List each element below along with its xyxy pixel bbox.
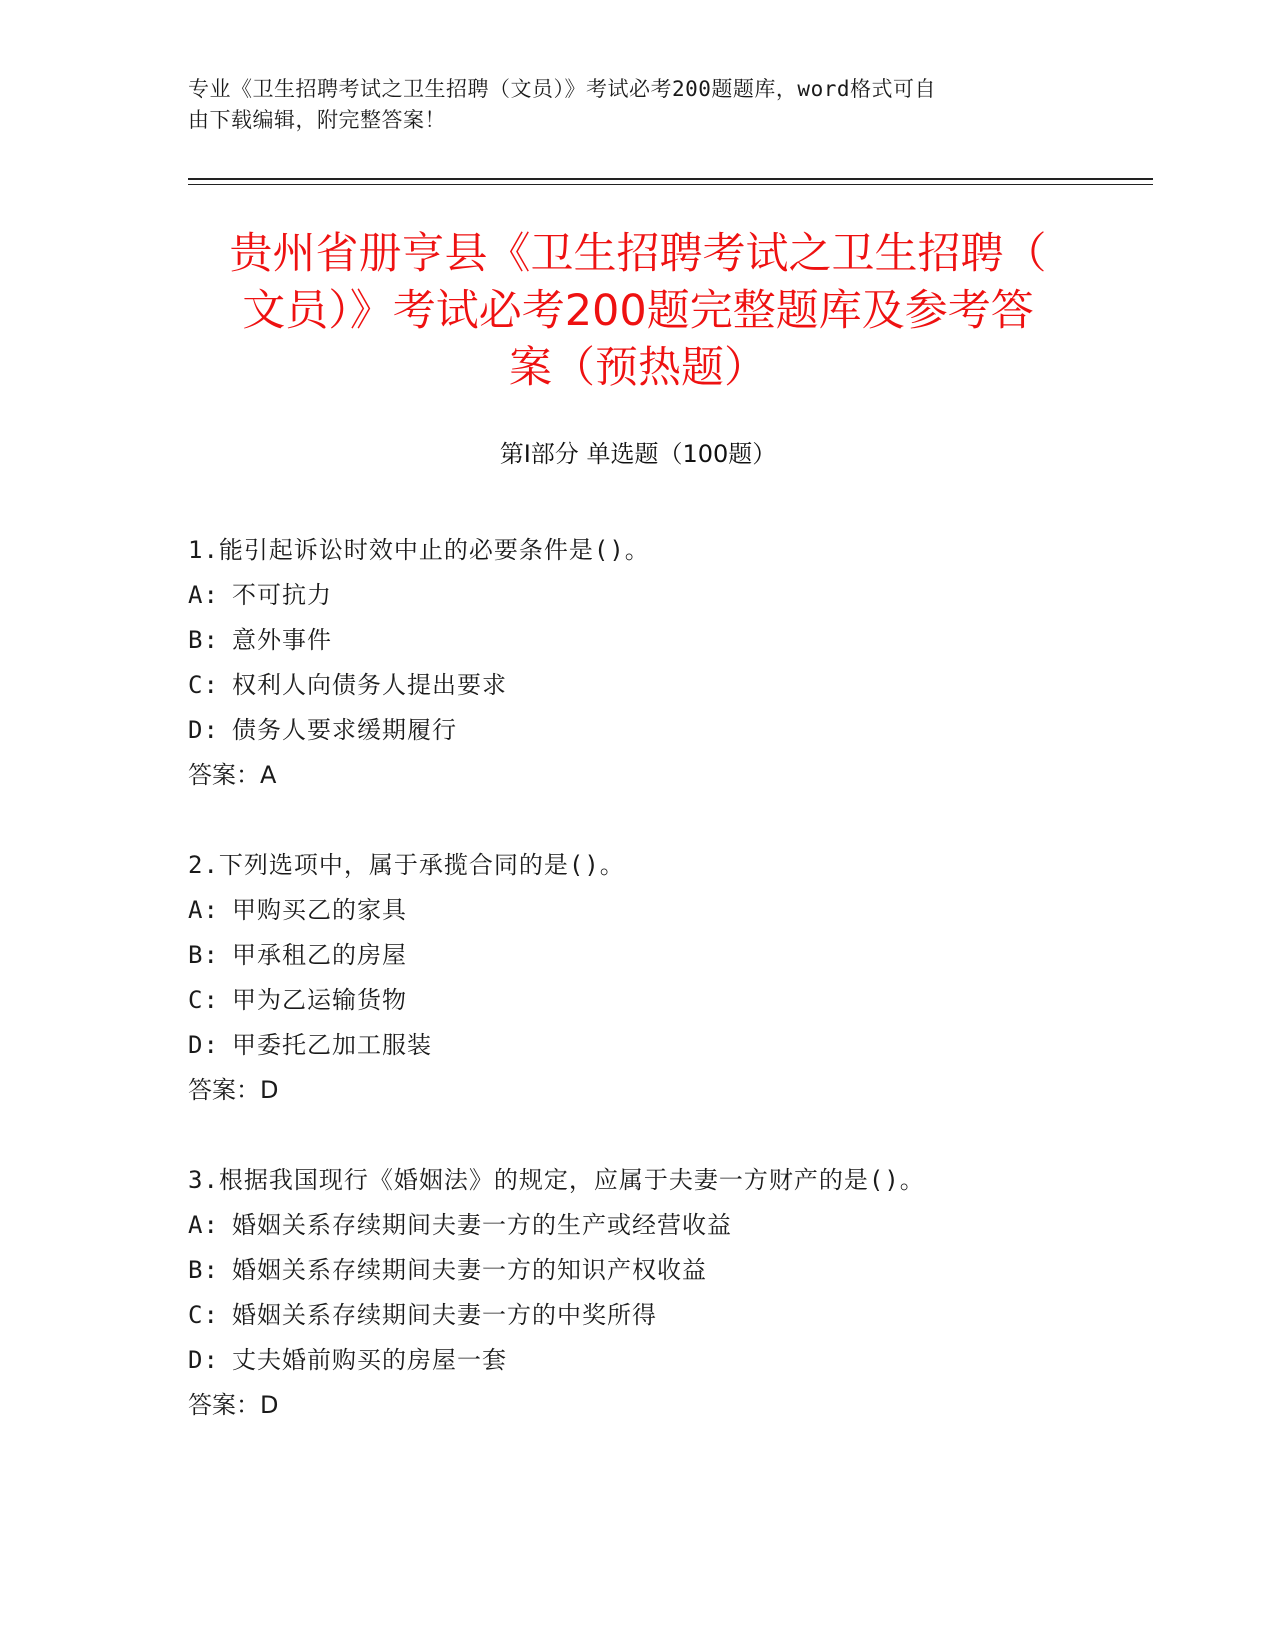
option-letter: D: (188, 716, 219, 744)
option-text: 婚姻关系存续期间夫妻一方的知识产权收益 (232, 1256, 707, 1284)
header-divider-thick (188, 178, 1153, 180)
question-stem: 1.能引起诉讼时效中止的必要条件是()。 (188, 536, 650, 564)
option-text: 债务人要求缓期履行 (232, 716, 457, 744)
option-text: 婚姻关系存续期间夫妻一方的生产或经营收益 (232, 1211, 732, 1239)
option-text: 权利人向债务人提出要求 (232, 671, 507, 699)
option-d (188, 708, 1148, 753)
option-letter: B: (188, 941, 219, 969)
answer-line: 答案：D (188, 1391, 279, 1419)
option-letter: B: (188, 1256, 219, 1284)
option-c (188, 1293, 1148, 1338)
option-c (188, 663, 1148, 708)
question-list (188, 528, 1148, 1473)
question-stem: 2.下列选项中，属于承揽合同的是()。 (188, 851, 625, 879)
title-line: 案（预热题） (509, 343, 767, 393)
option-letter: A: (188, 896, 219, 924)
option-b (188, 1248, 1148, 1293)
question-item (188, 1158, 1148, 1428)
title-line: 文员）》考试必考200题完整题库及参考答 (242, 286, 1034, 336)
header-note-line: 专业《卫生招聘考试之卫生招聘（文员）》考试必考200题题库，word格式可自 (188, 77, 936, 101)
option-text: 甲购买乙的家具 (232, 896, 407, 924)
option-text: 甲为乙运输货物 (232, 986, 407, 1014)
option-b (188, 618, 1148, 663)
question-stem: 3.根据我国现行《婚姻法》的规定，应属于夫妻一方财产的是()。 (188, 1166, 925, 1194)
option-text: 意外事件 (232, 626, 332, 654)
option-d (188, 1338, 1148, 1383)
option-letter: A: (188, 581, 219, 609)
option-letter: C: (188, 671, 219, 699)
option-d (188, 1023, 1148, 1068)
option-letter: D: (188, 1346, 219, 1374)
option-letter: C: (188, 1301, 219, 1329)
section-heading: 第I部分 单选题（100题） (499, 440, 777, 468)
option-c (188, 978, 1148, 1023)
option-text: 不可抗力 (232, 581, 332, 609)
header-divider-thin (188, 184, 1153, 185)
option-text: 丈夫婚前购买的房屋一套 (232, 1346, 507, 1374)
question-item (188, 843, 1148, 1113)
answer-line: 答案：A (188, 761, 277, 789)
question-item (188, 528, 1148, 798)
option-b (188, 933, 1148, 978)
option-text: 甲承租乙的房屋 (232, 941, 407, 969)
option-letter: A: (188, 1211, 219, 1239)
answer-line: 答案：D (188, 1076, 279, 1104)
option-letter: C: (188, 986, 219, 1014)
option-letter: B: (188, 626, 219, 654)
option-a (188, 888, 1148, 933)
header-note (188, 74, 1068, 136)
option-a (188, 1203, 1148, 1248)
title-line: 贵州省册亨县《卫生招聘考试之卫生招聘（ (229, 229, 1047, 279)
document-title (188, 226, 1088, 397)
option-a (188, 573, 1148, 618)
header-note-line: 由下载编辑，附完整答案！ (188, 108, 446, 132)
option-text: 婚姻关系存续期间夫妻一方的中奖所得 (232, 1301, 657, 1329)
option-text: 甲委托乙加工服装 (232, 1031, 432, 1059)
option-letter: D: (188, 1031, 219, 1059)
